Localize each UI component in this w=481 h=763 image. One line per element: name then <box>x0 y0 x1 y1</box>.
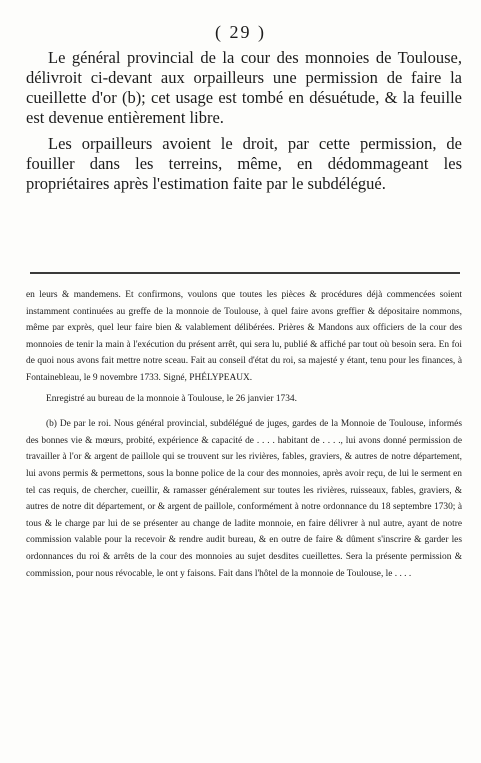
footnotes <box>26 287 462 582</box>
main-text <box>26 48 462 194</box>
registration-note: Enregistré au bureau de la monnoie à Toulouse, le 26 janvier 1734. <box>46 393 297 404</box>
page-number: ( 29 ) <box>215 22 266 42</box>
footnote-continuation: en leurs & mandemens. Et confirmons, voulons que toutes les pièces & procédures déjà commencées soient instamment continuées au greffe de la monnoie de Toulouse, à quel faire avons greffier & dépositaire nommons, même par exprès, quel leur faire bien & valablement délibérées. Prières & Mandons aux officiers de la cour des monnoies de tenir la main à l'exécution du présent arrêt, qui sera lu, publié & affiché par tout où besoin sera. En foi de quoi nous avons fait mettre notre sceau. Fait au conseil d'état du roi, sa majesté y étant, tenu pour les finances, à Fontainebleau, le 9 novembre 1733. Signé, PHÉLYPEAUX. <box>26 290 462 383</box>
footnote-separator <box>30 272 460 274</box>
footnote-b: (b) De par le roi. Nous général provincial, subdélégué de juges, gardes de la Monnoie de Toulouse, informés des bonnes vie & mœurs, probité, expérience & capacité de . . . . habitant de . . . ., lui avons donné permission de travailler à l'or & argent de paillole qui se trouvent sur les rivières, fables, graviers, & autres de notre département, lui avons permis & permettons, sous la bonne police de la cour des monnoies, après avoir reçu, de lui le serment en tel cas requis, de chercher, cueillir, & ramasser généralement sur toutes les rivières, ruisseaux, fables, graviers, & autres de notre dit département, or & argent de paillole, conformément à notre ordonnance du 18 septembre 1730; à tous & le charge par lui de se présenter au change de ladite monnoie, en faire délivrer à nul autre, ayant de notre commission valable pour la recevoir & rendre audit bureau, & en outre de faire & dûment s'inscrire & garder les ordonnances du roi & arrêts de la cour des monnoies au sujet desdites cueillettes. Sera la présente permission & commission, pour nous révocable, le ont y faisons. Fait dans l'hôtel de la monnoie de Toulouse, le . . . . <box>26 419 462 579</box>
main-paragraph: Les orpailleurs avoient le droit, par cette permission, de fouiller dans les terreins, même, en dédommageant les propriétaires après l'estimation faite par le subdélégué. <box>26 134 462 193</box>
main-paragraph: Le général provincial de la cour des monnoies de Toulouse, délivroit ci-devant aux orpailleurs une permission de faire la cueillette d'or (b); cet usage est tombé en désuétude, & la feuille est devenue entièrement libre. <box>26 48 462 127</box>
